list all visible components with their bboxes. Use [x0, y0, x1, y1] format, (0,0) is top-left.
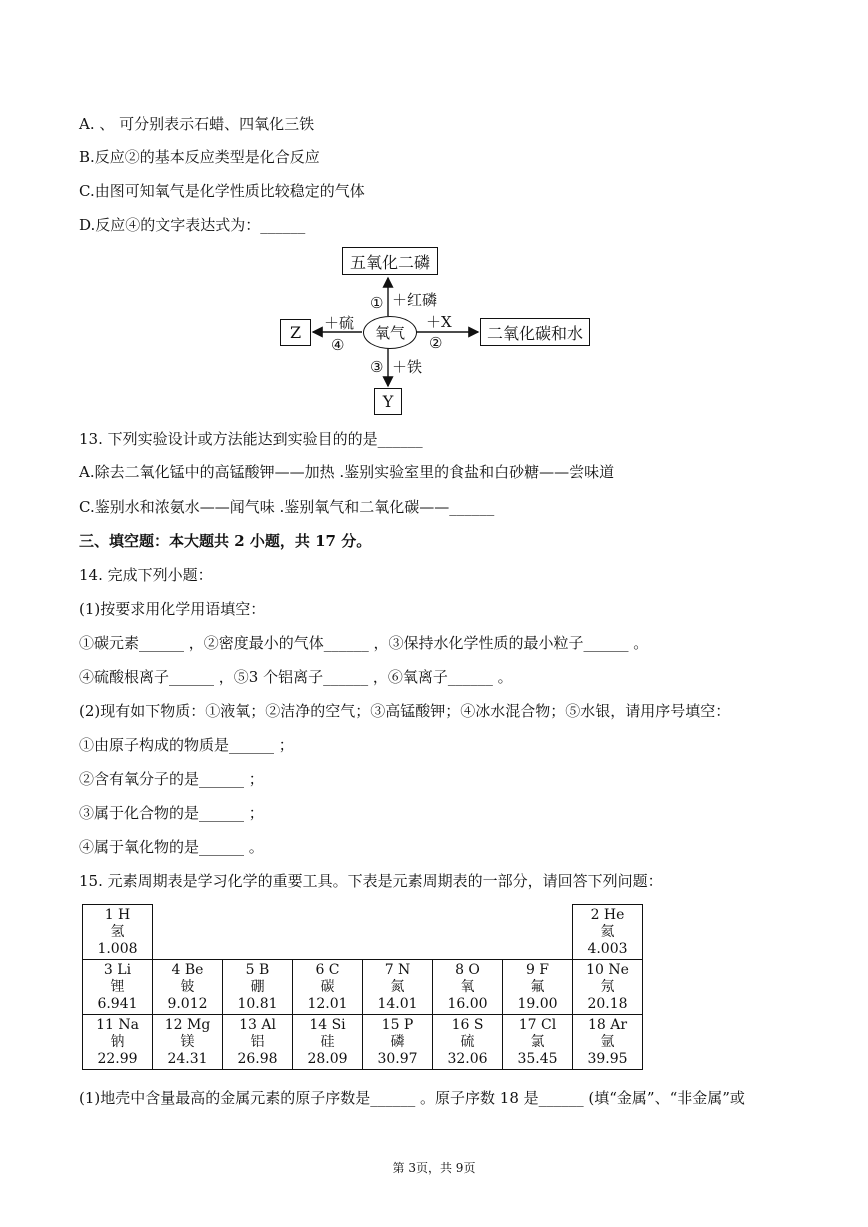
- box-y: Y: [374, 388, 402, 415]
- label-sulfur: ＋硫: [324, 314, 355, 332]
- option-c: C.由图可知氧气是化学性质比较稳定的气体: [79, 182, 365, 200]
- question-14-1-a: ①碳元素______ ，②密度最小的气体______ ，③保持水化学性质的最小粒子______ 。: [79, 634, 649, 652]
- element-cell: 11 Na 钠 22.99: [83, 1015, 153, 1070]
- question-14-2-b: ②含有氧分子的是______ ；: [79, 770, 264, 788]
- element-cell: 6 C 碳 12.01: [293, 960, 363, 1015]
- label-reaction-4: ④: [331, 336, 345, 354]
- question-13-c: C.鉴别水和浓氨水——闻气味 .鉴别氧气和二氧化碳——______: [79, 498, 495, 516]
- label-reaction-3: ③: [370, 358, 384, 376]
- oxygen-reaction-diagram: [270, 244, 600, 419]
- element-cell: 2 He 氦 4.003: [573, 905, 643, 960]
- element-cell: 8 O 氧 16.00: [433, 960, 503, 1015]
- question-14-2-c: ③属于化合物的是______ ；: [79, 804, 264, 822]
- element-cell: 3 Li 锂 6.941: [83, 960, 153, 1015]
- section-three-heading: 三、填空题：本大题共 2 小题，共 17 分。: [79, 532, 372, 550]
- table-row: [83, 1015, 643, 1070]
- question-14-2: (2)现有如下物质：①液氧；②洁净的空气；③高锰酸钾；④冰水混合物；⑤水银，请用序号填空：: [79, 702, 731, 720]
- question-15-1: (1)地壳中含量最高的金属元素的原子序数是______ 。原子序数 18 是______ (填“金属”、“非金属”或: [79, 1089, 745, 1107]
- element-cell: 1 H 氢 1.008: [83, 905, 153, 960]
- question-13: 13. 下列实验设计或方法能达到实验目的的是______: [79, 430, 423, 448]
- option-d: D.反应④的文字表达式为：______: [79, 216, 306, 234]
- oxygen-oval: 氧气: [363, 316, 417, 349]
- element-cell: 14 Si 硅 28.09: [293, 1015, 363, 1070]
- label-reaction-2: ②: [429, 334, 443, 352]
- element-cell: 5 B 硼 10.81: [223, 960, 293, 1015]
- table-row: [83, 905, 643, 960]
- element-cell: 7 N 氮 14.01: [363, 960, 433, 1015]
- question-14: 14. 完成下列小题：: [79, 566, 213, 584]
- question-13-a: A.除去二氧化锰中的高锰酸钾——加热 .鉴别实验室里的食盐和白砂糖——尝味道: [79, 463, 615, 481]
- element-cell: 12 Mg 镁 24.31: [153, 1015, 223, 1070]
- label-reaction-1: ①: [370, 294, 384, 312]
- element-cell: 13 Al 铝 26.98: [223, 1015, 293, 1070]
- label-red-phosphorus: ＋红磷: [392, 291, 438, 309]
- table-row: [83, 960, 643, 1015]
- element-cell: 18 Ar 氩 39.95: [573, 1015, 643, 1070]
- box-z: Z: [280, 319, 311, 346]
- box-co2-water: 二氧化碳和水: [480, 318, 590, 346]
- question-14-2-a: ①由原子构成的物质是______ ；: [79, 736, 294, 754]
- element-cell: 9 F 氟 19.00: [503, 960, 573, 1015]
- page-footer: 第 3页，共 9页: [392, 1161, 476, 1175]
- option-a: A. 、 可分别表示石蜡、四氧化三铁: [79, 115, 315, 133]
- question-15: 15. 元素周期表是学习化学的重要工具。下表是元素周期表的一部分，请回答下列问题：: [79, 872, 663, 890]
- question-14-2-d: ④属于氧化物的是______ 。: [79, 838, 264, 856]
- label-x: ＋X: [426, 313, 452, 331]
- option-b: B.反应②的基本反应类型是化合反应: [79, 148, 320, 166]
- box-phosphorus-pentoxide: 五氧化二磷: [342, 247, 438, 275]
- question-14-1: (1)按要求用化学用语填空：: [79, 600, 266, 618]
- label-iron: ＋铁: [392, 358, 423, 376]
- element-cell: 4 Be 铍 9.012: [153, 960, 223, 1015]
- element-cell: 15 P 磷 30.97: [363, 1015, 433, 1070]
- question-14-1-b: ④硫酸根离子______ ，⑤3 个铝离子______ ，⑥氧离子______ 。: [79, 668, 513, 686]
- periodic-table: [82, 904, 643, 1070]
- element-cell: 10 Ne 氖 20.18: [573, 960, 643, 1015]
- element-cell: 16 S 硫 32.06: [433, 1015, 503, 1070]
- element-cell: 17 Cl 氯 35.45: [503, 1015, 573, 1070]
